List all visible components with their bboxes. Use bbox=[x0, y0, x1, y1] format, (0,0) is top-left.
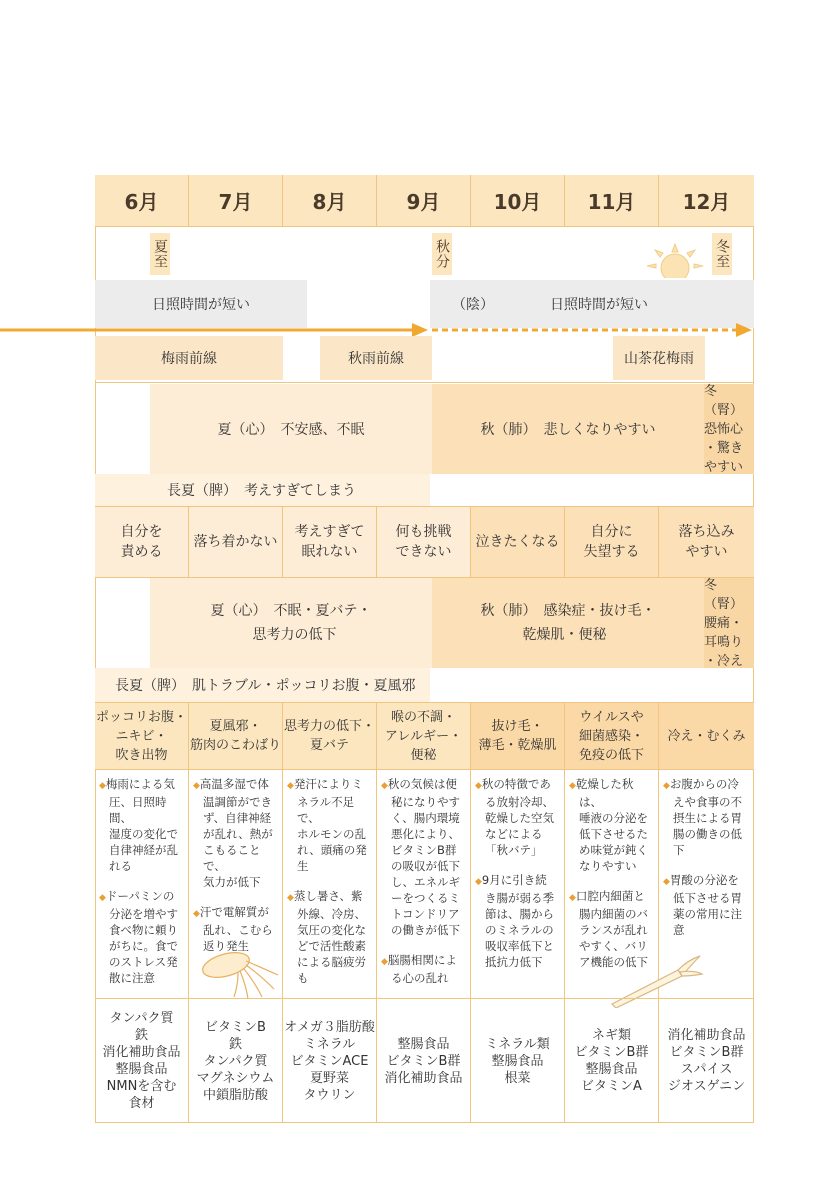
note-item: ◆梅雨による気 圧、日照時間、 湿度の変化で 自律神経が乱 れる bbox=[99, 777, 178, 873]
month-header-jun: 6月 bbox=[95, 175, 189, 227]
winter-kidney-body-band bbox=[704, 578, 754, 668]
symptom-dec: 冷え・むくみ bbox=[659, 703, 754, 769]
rainy-front-band bbox=[95, 336, 283, 380]
autumn-lung-emotion-label: 秋（肺） 悲しくなりやすい bbox=[480, 422, 656, 438]
bullet-diamond-icon: ◆ bbox=[663, 781, 670, 791]
note-item: ◆蒸し暑さ、紫 外線、冷房、 気圧の変化な どで活性酸素 による脳疲労 も bbox=[287, 889, 366, 985]
autumn-lung-body-band bbox=[432, 578, 704, 668]
bullet-diamond-icon: ◆ bbox=[475, 877, 482, 887]
autumn-rain-front-band bbox=[320, 336, 432, 380]
late-summer-spleen-emotion-label: 長夏（脾） 考えすぎてしまう bbox=[167, 483, 356, 499]
note-item: ◆秋の気候は便 秘になりやす く、腸内環境 悪化により、 ビタミンB群 の吸収が低下 し、エネルギ ーをつくるミ トコンドリア の働きが低下 bbox=[381, 777, 460, 937]
notes-aug bbox=[283, 770, 377, 998]
summer-heart-body-band bbox=[150, 578, 432, 668]
notes-sep bbox=[377, 770, 471, 998]
food-aug: オメガ３脂肪酸 ミネラル ビタミンACE 夏野菜 タウリン bbox=[283, 999, 377, 1123]
notes-oct bbox=[471, 770, 565, 998]
bullet-diamond-icon: ◆ bbox=[193, 781, 200, 791]
symptom-jun: ポッコリお腹・ ニキビ・ 吹き出物 bbox=[95, 703, 189, 769]
summer-heart-body-label: 夏（心） 不眠・夏バテ・ 思考力の低下 bbox=[210, 603, 372, 643]
bullet-diamond-icon: ◆ bbox=[99, 893, 106, 903]
notes-jun bbox=[95, 770, 189, 998]
symptom-aug: 思考力の低下・ 夏バテ bbox=[283, 703, 377, 769]
late-summer-spleen-body-band bbox=[95, 668, 430, 702]
symptom-sep: 喉の不調・ アレルギー・ 便秘 bbox=[377, 703, 471, 769]
month-header-aug: 8月 bbox=[283, 175, 377, 227]
symptom-nov: ウイルスや 細菌感染・ 免疫の低下 bbox=[565, 703, 659, 769]
note-item: ◆秋の特徴であ る放射冷却、 乾燥した空気 などによる 「秋バテ」 bbox=[475, 777, 554, 857]
equinox-autumn-marker: 秋分 bbox=[432, 233, 452, 275]
rainy-front-label: 梅雨前線 bbox=[161, 351, 217, 367]
mood-sep: 何も挑戦 できない bbox=[377, 507, 471, 577]
month-header-nov: 11月 bbox=[565, 175, 659, 227]
bullet-diamond-icon: ◆ bbox=[475, 781, 482, 791]
bullet-diamond-icon: ◆ bbox=[569, 781, 576, 791]
food-jul: ビタミンB 鉄 タンパク質 マグネシウム 中鎖脂肪酸 bbox=[189, 999, 283, 1123]
sazanka-front-band bbox=[613, 336, 705, 380]
summer-heart-emotion-band bbox=[150, 384, 432, 474]
note-item: ◆発汗によりミ ネラル不足で、 ホルモンの乱 れ、頭痛の発 生 bbox=[287, 777, 367, 873]
bullet-diamond-icon: ◆ bbox=[193, 909, 200, 919]
food-nov: ネギ類 ビタミンB群 整腸食品 ビタミンA bbox=[565, 999, 659, 1123]
symptom-oct: 抜け毛・ 薄毛・乾燥肌 bbox=[471, 703, 565, 769]
note-item: ◆脳腸相関によ る心の乱れ bbox=[381, 953, 457, 985]
month-header-sep: 9月 bbox=[377, 175, 471, 227]
mood-oct: 泣きたくなる bbox=[471, 507, 565, 577]
late-summer-spleen-body-label: 長夏（脾） 肌トラブル・ポッコリお腹・夏風邪 bbox=[115, 678, 416, 694]
daylight-label-left: 日照時間が短い bbox=[152, 297, 250, 313]
month-header-dec: 12月 bbox=[659, 175, 754, 227]
solstice-winter-marker: 冬至 bbox=[712, 233, 732, 275]
note-item: ◆ドーパミンの 分泌を増やす 食べ物に頼り がちに。食で のストレス発 散に注意 bbox=[99, 889, 178, 985]
note-item: ◆高温多湿で体 温調節ができ ず、自律神経 が乱れ、熱が こもることで、 気力が低下 bbox=[193, 777, 273, 889]
mood-jul: 落ち着かない bbox=[189, 507, 283, 577]
autumn-lung-emotion-band bbox=[432, 384, 704, 474]
mood-dec: 落ち込み やすい bbox=[659, 507, 754, 577]
late-summer-spleen-emotion-band bbox=[95, 474, 430, 506]
autumn-rain-front-label: 秋雨前線 bbox=[348, 351, 404, 367]
note-item: ◆胃酸の分泌を 低下させる胃 薬の常用に注 意 bbox=[663, 873, 742, 937]
autumn-lung-body-label: 秋（肺） 感染症・抜け毛・ 乾燥肌・便秘 bbox=[480, 603, 656, 643]
bullet-diamond-icon: ◆ bbox=[381, 957, 388, 967]
note-item: ◆口腔内細菌と 腸内細菌のバ ランスが乱れ やすく、バリ ア機能の低下 bbox=[569, 889, 648, 969]
symptom-jul: 夏風邪・ 筋肉のこわばり bbox=[189, 703, 283, 769]
bullet-diamond-icon: ◆ bbox=[569, 893, 576, 903]
winter-kidney-body-label: 冬（腎） 腰痛・ 耳鳴り ・冷え bbox=[704, 577, 744, 669]
bullet-diamond-icon: ◆ bbox=[663, 877, 670, 887]
divider bbox=[95, 382, 754, 383]
bullet-diamond-icon: ◆ bbox=[287, 893, 294, 903]
bullet-diamond-icon: ◆ bbox=[381, 781, 388, 791]
month-header-jul: 7月 bbox=[189, 175, 283, 227]
food-dec: 消化補助食品 ビタミンB群 スパイス ジオスゲニン bbox=[667, 1028, 746, 1094]
yin-label: （陰） bbox=[452, 297, 494, 313]
squid-illustration bbox=[200, 945, 282, 1001]
bullet-diamond-icon: ◆ bbox=[287, 781, 294, 791]
daylight-label-right: 日照時間が短い bbox=[550, 297, 648, 313]
mood-aug: 考えすぎて 眠れない bbox=[283, 507, 377, 577]
summer-heart-emotion-label: 夏（心） 不安感、不眠 bbox=[217, 422, 365, 438]
food-sep: 整腸食品 ビタミンB群 消化補助食品 bbox=[377, 999, 471, 1123]
sun-illustration bbox=[640, 238, 710, 278]
sazanka-front-label: 山茶花梅雨 bbox=[624, 351, 694, 367]
month-header-oct: 10月 bbox=[471, 175, 565, 227]
winter-kidney-emotion-label: 冬（腎） 恐怖心 ・驚き やすい bbox=[704, 383, 744, 475]
food-jun: タンパク質 鉄 消化補助食品 整腸食品 NMNを含む 食材 bbox=[95, 999, 189, 1123]
note-item: ◆乾燥した秋は、 唾液の分泌を 低下させるた め味覚が鈍く なりやすい bbox=[569, 777, 648, 873]
note-item: ◆お腹からの冷 えや食事の不 摂生による胃 腸の働きの低 下 bbox=[663, 777, 742, 857]
note-item: ◆汗で電解質が 乱れ、こむら 返り発生 bbox=[193, 905, 273, 953]
bullet-diamond-icon: ◆ bbox=[99, 781, 106, 791]
mood-nov: 自分に 失望する bbox=[565, 507, 659, 577]
winter-kidney-emotion-band bbox=[704, 384, 754, 474]
solstice-summer-marker: 夏至 bbox=[150, 233, 170, 275]
mood-jun: 自分を 責める bbox=[95, 507, 189, 577]
note-item: ◆9月に引き続 き腸が弱る季 節は、腸から のミネラルの 吸収率低下と 抵抗力低下 bbox=[475, 873, 554, 969]
food-oct: ミネラル類 整腸食品 根菜 bbox=[471, 999, 565, 1123]
